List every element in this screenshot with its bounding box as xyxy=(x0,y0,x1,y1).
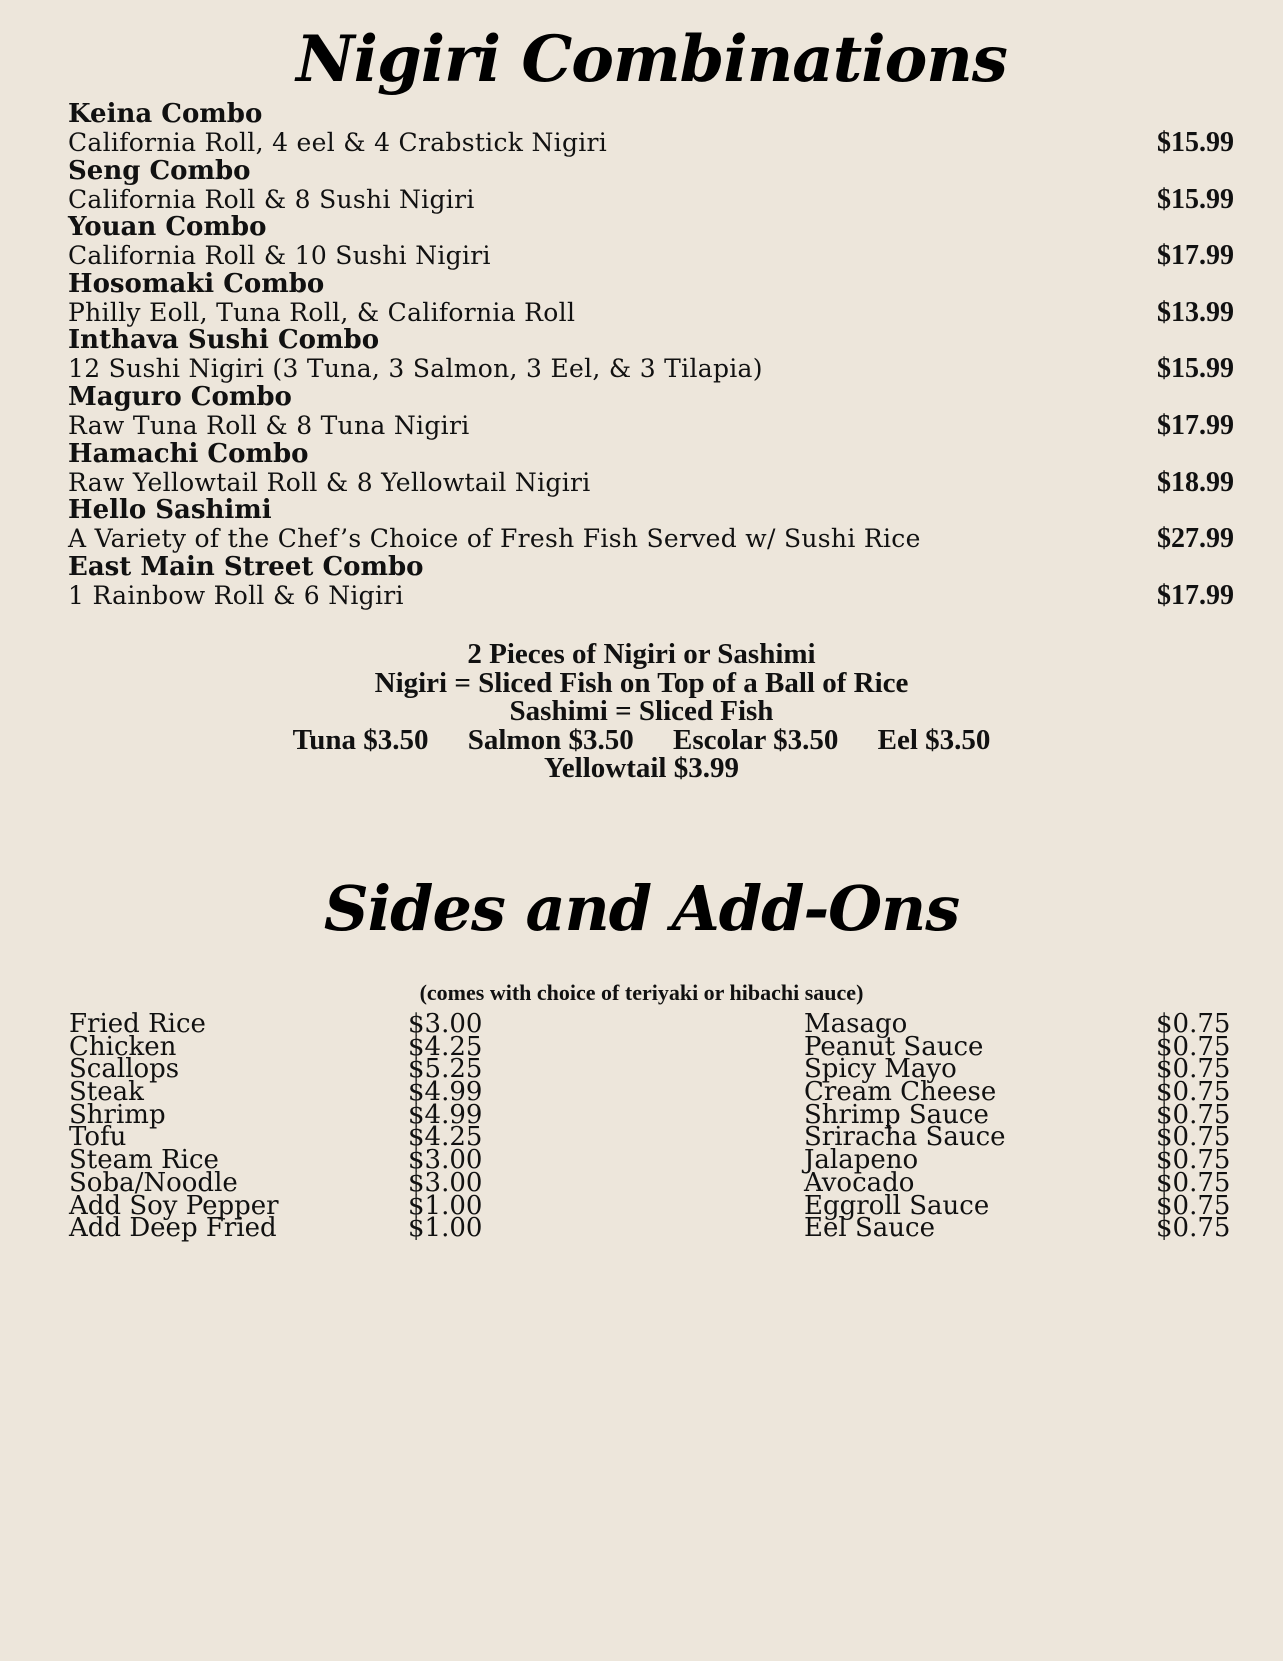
combo-description: A Variety of the Chef’s Choice of Fresh Fish Served w/ Sushi Rice xyxy=(68,524,921,554)
add-ons-right-prices xyxy=(1156,1009,1231,1244)
combo-name: Seng Combo xyxy=(68,155,251,186)
side-price: $1.00 xyxy=(408,1213,483,1244)
side-name: Steak xyxy=(69,1077,144,1108)
combo-name: East Main Street Combo xyxy=(68,551,424,582)
combo-item xyxy=(68,213,1234,270)
combo-name: Maguro Combo xyxy=(68,381,292,412)
side-name: Shrimp xyxy=(69,1099,166,1130)
combo-item xyxy=(68,326,1234,383)
combo-price: $15.99 xyxy=(1157,353,1234,385)
add-on-name: Peanut Sauce xyxy=(804,1031,984,1062)
combo-description: 1 Rainbow Roll & 6 Nigiri xyxy=(68,580,404,610)
add-on-price: $0.75 xyxy=(1156,1099,1231,1130)
combo-description: Raw Tuna Roll & 8 Tuna Nigiri xyxy=(68,410,470,440)
side-price: $3.00 xyxy=(408,1009,483,1039)
combo-name: Youan Combo xyxy=(68,212,267,243)
combo-price: $17.99 xyxy=(1157,409,1234,441)
combo-item xyxy=(68,157,1234,214)
combo-list xyxy=(68,100,1234,609)
combo-price: $27.99 xyxy=(1157,523,1234,555)
add-on-name: Avocado xyxy=(804,1167,915,1198)
side-name: Scallops xyxy=(69,1054,180,1085)
price-tuna: Tuna $3.50 xyxy=(292,723,429,756)
sides-and-add-ons-title: Sides and Add-Ons xyxy=(323,872,960,945)
combo-item xyxy=(68,553,1234,610)
combo-item xyxy=(68,383,1234,440)
add-on-price: $0.75 xyxy=(1156,1190,1231,1221)
side-price: $5.25 xyxy=(408,1054,483,1085)
side-name: Tofu xyxy=(69,1122,127,1153)
combo-price: $15.99 xyxy=(1157,183,1234,215)
nigiri-combinations-title: Nigiri Combinations xyxy=(296,22,1007,97)
side-price: $4.25 xyxy=(408,1031,483,1062)
add-on-price: $0.75 xyxy=(1156,1167,1231,1198)
combo-name: Keina Combo xyxy=(68,99,263,129)
nigiri-sashimi-info xyxy=(0,640,1283,783)
sides-left-prices xyxy=(408,1009,483,1244)
add-on-name: Eel Sauce xyxy=(804,1213,935,1244)
add-on-name: Jalapeno xyxy=(804,1145,919,1176)
price-salmon: Salmon $3.50 xyxy=(467,723,634,756)
price-eel: Eel $3.50 xyxy=(877,723,991,756)
add-on-name: Cream Cheese xyxy=(804,1077,997,1108)
side-name: Soba/Noodle xyxy=(69,1167,238,1198)
add-ons-right-names xyxy=(804,1009,1006,1244)
combo-price: $13.99 xyxy=(1157,296,1234,328)
info-pieces: 2 Pieces of Nigiri or Sashimi xyxy=(467,638,816,670)
combo-item xyxy=(68,270,1234,327)
combo-price: $17.99 xyxy=(1157,579,1234,611)
add-on-price: $0.75 xyxy=(1156,1077,1231,1108)
combo-description: 12 Sushi Nigiri (3 Tuna, 3 Salmon, 3 Eel, & 3 Tilapia) xyxy=(68,354,763,384)
add-on-name: Eggroll Sauce xyxy=(804,1190,990,1221)
add-on-price: $0.75 xyxy=(1156,1145,1231,1176)
side-price: $3.00 xyxy=(408,1167,483,1198)
side-price: $1.00 xyxy=(408,1190,483,1221)
combo-description: California Roll, 4 eel & 4 Crabstick Nigiri xyxy=(68,128,608,157)
side-name: Fried Rice xyxy=(69,1009,206,1039)
combo-name: Hosomaki Combo xyxy=(68,268,325,299)
combo-name: Inthava Sushi Combo xyxy=(68,325,380,356)
combo-item xyxy=(68,496,1234,553)
side-name: Chicken xyxy=(69,1031,177,1062)
info-sashimi-definition: Sashimi = Sliced Fish xyxy=(509,695,774,727)
combo-name: Hello Sashimi xyxy=(68,495,272,526)
side-name: Steam Rice xyxy=(69,1145,219,1176)
add-on-price: $0.75 xyxy=(1156,1213,1231,1244)
combo-name: Hamachi Combo xyxy=(68,438,309,469)
combo-price: $15.99 xyxy=(1157,127,1234,158)
side-price: $4.25 xyxy=(408,1122,483,1153)
add-on-name: Masago xyxy=(804,1009,908,1039)
price-escolar: Escolar $3.50 xyxy=(672,723,839,756)
side-name: Add Soy Pepper xyxy=(69,1190,279,1221)
add-on-name: Shrimp Sauce xyxy=(804,1099,989,1130)
sides-left-names xyxy=(69,1009,279,1244)
combo-description: California Roll & 8 Sushi Nigiri xyxy=(68,184,475,214)
combo-price: $17.99 xyxy=(1157,240,1234,272)
add-on-name: Spicy Mayo xyxy=(804,1054,957,1085)
combo-price: $18.99 xyxy=(1157,466,1234,498)
combo-description: California Roll & 10 Sushi Nigiri xyxy=(68,241,491,271)
side-price: $4.99 xyxy=(408,1099,483,1130)
sides-sauce-note: (comes with choice of teriyaki or hibachi sauce) xyxy=(419,980,864,1005)
info-piece-prices xyxy=(0,723,1283,756)
info-nigiri-definition: Nigiri = Sliced Fish on Top of a Ball of Rice xyxy=(374,666,909,699)
combo-item xyxy=(68,100,1234,157)
combo-description: Philly Eoll, Tuna Roll, & California Roll xyxy=(68,297,576,327)
combo-item xyxy=(68,440,1234,497)
add-on-name: Sriracha Sauce xyxy=(804,1122,1006,1153)
side-price: $4.99 xyxy=(408,1077,483,1108)
side-name: Add Deep Fried xyxy=(69,1213,277,1244)
add-on-price: $0.75 xyxy=(1156,1009,1231,1039)
side-price: $3.00 xyxy=(408,1145,483,1176)
price-yellowtail: Yellowtail $3.99 xyxy=(544,752,739,784)
add-on-price: $0.75 xyxy=(1156,1054,1231,1085)
combo-description: Raw Yellowtail Roll & 8 Yellowtail Nigiri xyxy=(68,467,591,497)
add-on-price: $0.75 xyxy=(1156,1031,1231,1062)
add-on-price: $0.75 xyxy=(1156,1122,1231,1153)
